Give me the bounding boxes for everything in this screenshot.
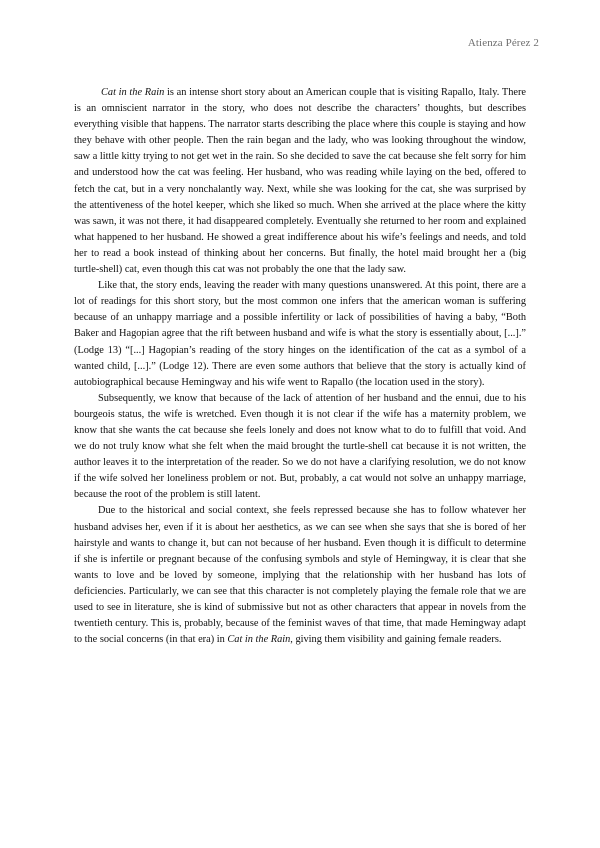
paragraph-2-text: Like that, the story ends, leaving the reader with many questions unanswered. At this point, there are a lot of readings for this short story, but the most common one infers that the american woman is suffering because of an unhappy marriage and a possible infertility or lack of possibilities of having a baby, “Both Baker and Hagopian agree that the rift between husband and wife is what the story is essentially about, [...].” (Lodge 13) “[...] Hagopian’s reading of the story hinges on the identification of the cat as a symbol of a wanted child, [...].” (Lodge 12). There are even some authors that believe that the story is actually kind of autobiographical because Hemingway and his wife went to Rapallo (the location used in the story). [74, 280, 526, 388]
running-head: Atienza Pérez 2 [467, 37, 539, 49]
paragraph-2 [74, 278, 526, 391]
paragraph-4 [74, 503, 526, 648]
body-text [74, 85, 526, 648]
story-title: Cat in the Rain [101, 87, 165, 98]
paragraph-1-text: is an intense short story about an American couple that is visiting Rapallo, Italy. There is an omniscient narrator in the story, who does not describe the characters’ thoughts, but describes everything visible that happens. The narrator starts describing the place where this couple is staying and how they behave with other people. Then the rain began and the lady, who was looking throughout the window, saw a little kitty trying to not get wet in the rain. So she decided to save the cat because she felt sorry for him and understood how the cat was feeling. Her husband, who was reading while laying on the bed, offered to fetch the cat, but in a very nonchalantly way. Next, while she was looking for the cat, she was surprised by the attentiveness of the hotel keeper, which she liked so much. When she arrived at the place where the kitty was sawn, it was not there, it had disappeared completely. Eventually she returned to her room and explained what happened to her husband. He showed a great indifference about his wife’s feelings and needs, and told her to read a book instead of thinking about her concerns. But finally, the hotel maid brought her a (big turtle-shell) cat, even though this cat was not probably the one that the lady saw. [74, 87, 526, 276]
paragraph-4-text: Due to the historical and social context, she feels repressed because she has to follow whatever her husband advises her, even if it is about her aesthetics, as we can see when she says that she is bored of her hairstyle and wants to change it, but can not because of her husband. Even though it is difficult to determine if she is infertile or pregnant because of the confusing symbols and style of Hemingway, it is clear that she wants to love and be loved by someone, implying that the relationship with her husband has lots of deficiencies. Particularly, we can see that this character is not completely playing the female role that we are used to see in literature, she is kind of submissive but not as other characters that appear in novels from the twentieth century. This is, probably, because of the feminist waves of that time, that made Hemingway adapt to the social concerns (in that era) in [74, 505, 526, 646]
story-title: Cat in the Rain [227, 634, 291, 646]
paragraph-4-text-end: , giving them visibility and gaining female readers. [290, 634, 502, 646]
paragraph-1 [74, 85, 526, 278]
paragraph-3-text: Subsequently, we know that because of the lack of attention of her husband and the ennui, due to his bourgeois status, the wife is wretched. Even though it is not clear if the wife has a maternity problem, we know that she wants the cat because she feels lonely and does not know what to do to fulfill that void. And we do not truly know what she felt when the maid brought the turtle-shell cat because it is not written, the author leaves it to the interpretation of the reader. So we do not have a clarifying resolution, we do not know if the wife solved her loneliness problem or not. But, probably, a cat would not solve an unhappy marriage, because the root of the problem is still latent. [74, 392, 526, 501]
paragraph-3 [74, 391, 526, 504]
